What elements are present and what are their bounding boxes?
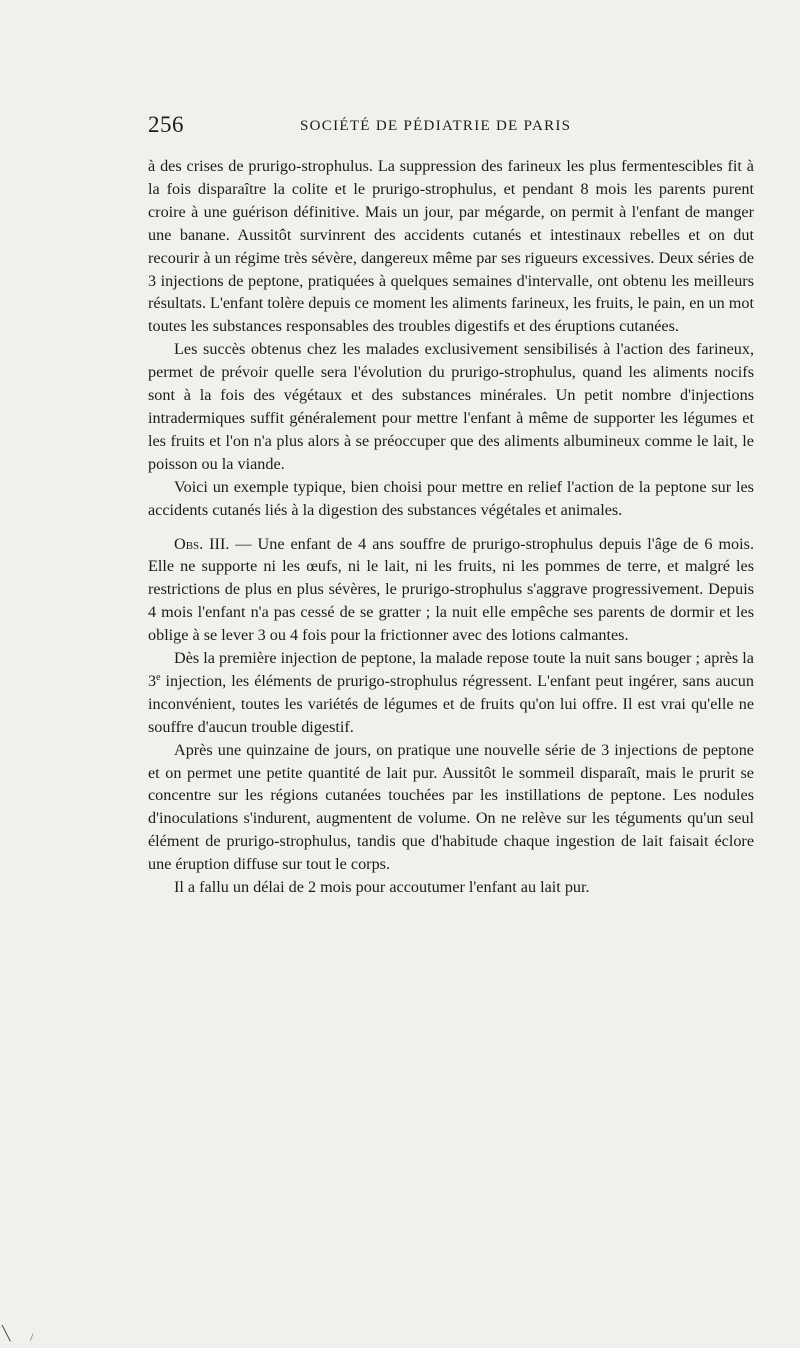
corner-mark: ╲ [2,1327,11,1342]
paragraph-5 [148,647,754,739]
observation-label: Obs. III. [174,534,230,553]
paragraph-5-part-a: Dès la première injection de peptone, la malade repose toute la nuit sans bouger ; après la 3 [148,649,754,690]
corner-mark-2: / [30,1330,34,1344]
superscript-e: e [156,671,161,683]
running-head: SOCIÉTÉ DE PÉDIATRIE DE PARIS [300,118,572,134]
paragraph-6: Après une quinzaine de jours, on pratique une nouvelle série de 3 injections de peptone et on permet une petite quantité de lait pur. Aussitôt le sommeil disparaît, mais le prurit se concentre sur les régions cutanées touchées par les instillations de peptone. Les nodules d'inoculations s'indurent, augmentent de volume. On ne relève sur les téguments qu'un seul élément de prurigo-strophulus, tandis que d'habitude chaque ingestion de lait faisait éclore une éruption diffuse sur tout le corps. [148,740,754,874]
observation-text: — Une enfant de 4 ans souffre de prurigo-strophulus depuis l'âge de 6 mois. Elle ne supporte ni les œufs, ni le lait, ni les fruits, ni les pommes de terre, et malgré les restrictions de plus en plus sévères, le prurigo-strophulus s'aggrave progressivement. Depuis 4 mois l'enfant n'a pas cessé de se gratter ; la nuit elle empêche ses parents de dormir et les oblige à se lever 3 ou 4 fois pour la frictionner avec des lotions calmantes. [148,534,754,645]
paragraph-7: Il a fallu un délai de 2 mois pour accoutumer l'enfant au lait pur. [174,878,590,897]
body-text [148,155,754,899]
paragraph-5-part-b: injection, les éléments de prurigo-strophulus régressent. L'enfant peut ingérer, sans aucun inconvénient, toutes les variétés de légumes et de fruits qu'on lui offre. Il est vrai qu'elle ne souffre d'aucun trouble digestif. [148,671,754,736]
page-header [148,112,754,142]
paragraph-3: Voici un exemple typique, bien choisi pour mettre en relief l'action de la peptone sur les accidents cutanés liés à la digestion des substances végétales et animales. [148,477,754,519]
paragraph-2: Les succès obtenus chez les malades exclusivement sensibilisés à l'action des farineux, permet de prévoir quelle sera l'évolution du prurigo-strophulus, quand les aliments nocifs sont à la fois des végétaux et des substances minérales. Un petit nombre d'injections intradermiques suffit généralement pour mettre l'enfant à même de supporter les légumes et les fruits et l'on n'a plus alors à se préoccuper que des aliments albumineux comme le lait, le poisson ou la viande. [148,340,754,473]
paragraph-1: à des crises de prurigo-strophulus. La suppression des farineux les plus fermentescibles fit à la fois disparaître la colite et le prurigo-strophulus, et pendant 8 mois les parents purent croire à une guérison définitive. Mais un jour, par mégarde, on permit à l'enfant de manger une banane. Aussitôt survinrent des accidents cutanés et intestinaux rebelles et on dut recourir à un régime très sévère, dangereux même par ses rigueurs excessives. Deux séries de 3 injections de peptone, pratiquées à quelques semaines d'intervalle, ont obtenu les meilleurs résultats. L'enfant tolère depuis ce moment les aliments farineux, les fruits, le pain, en un mot toutes les substances responsables des troubles digestifs et des éruptions cutanées. [148,157,754,336]
page-number: 256 [148,112,184,137]
observation-paragraph [148,533,754,648]
